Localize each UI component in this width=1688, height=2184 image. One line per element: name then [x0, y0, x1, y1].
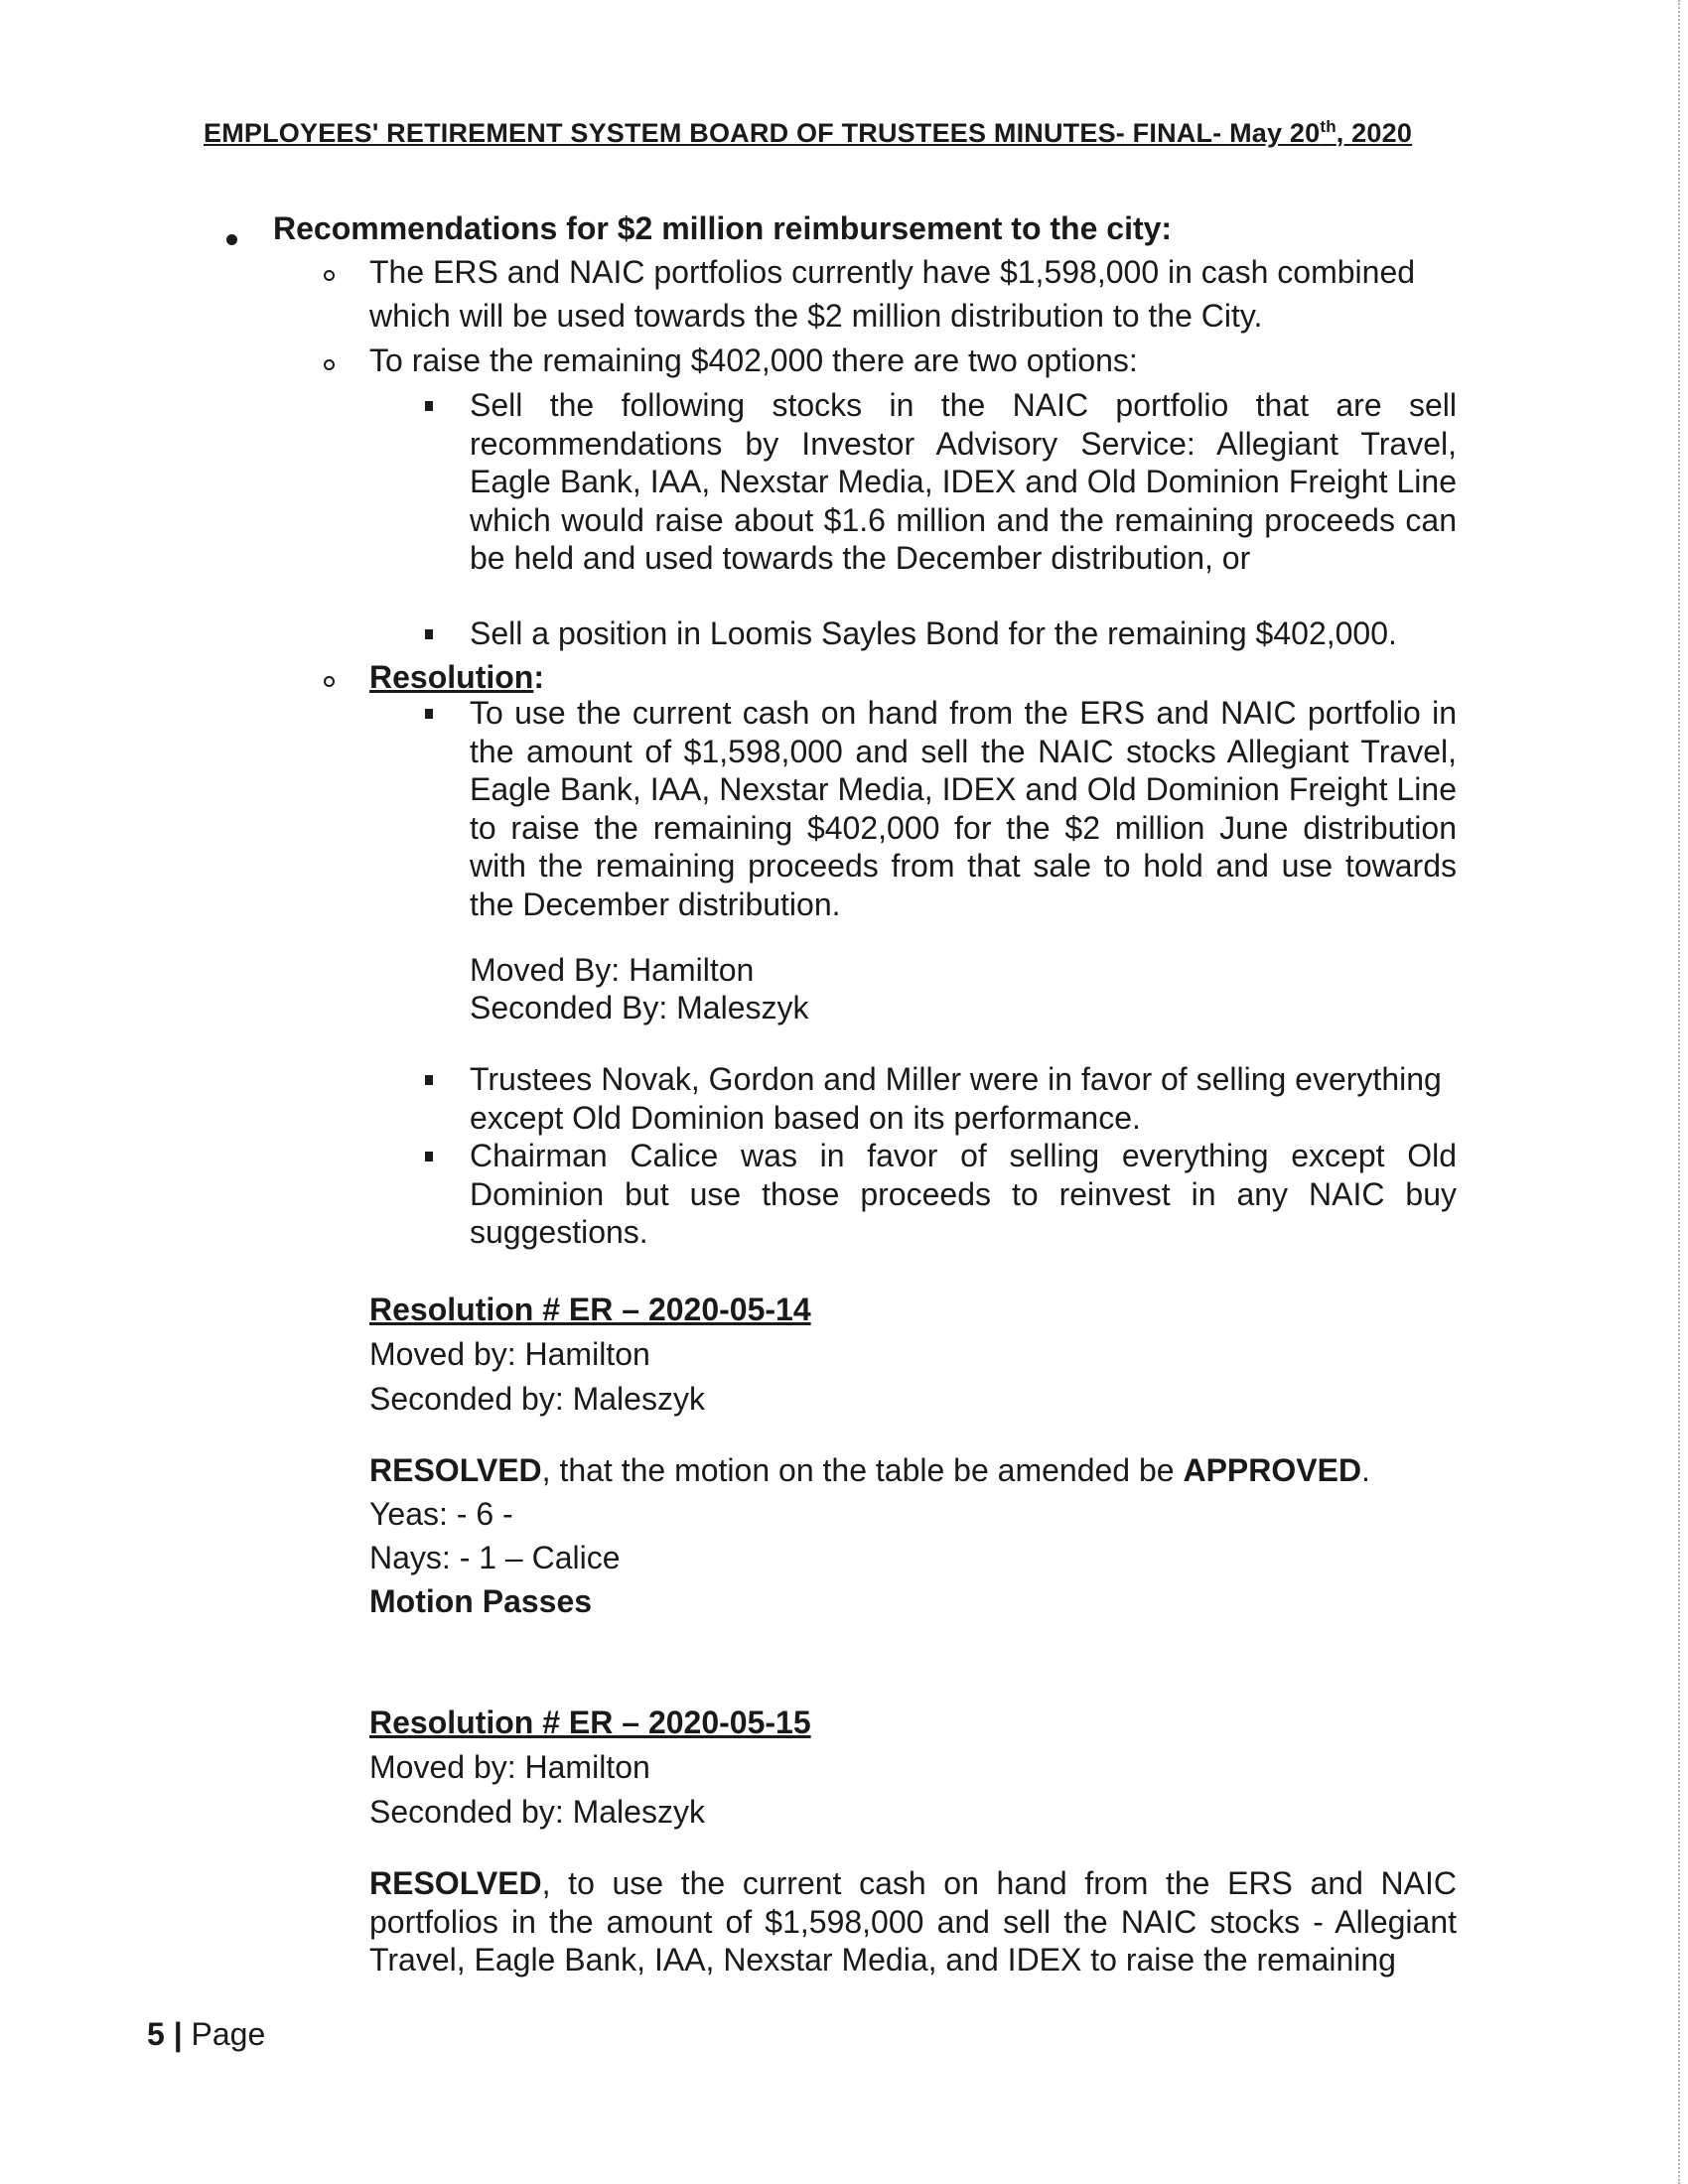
recommendation-item-2: To raise the remaining $402,000 there are two options:: [369, 342, 1138, 378]
bullet-circle: [324, 676, 335, 687]
trustees-note: Trustees Novak, Gordon and Miller were in favor of selling everything except Old Dominion based on its performance.: [470, 1061, 1442, 1136]
bullet-square: [425, 709, 433, 719]
resolution-15-resolved: [369, 1864, 1457, 1979]
resolution-14-yeas: Yeas: - 6 -: [369, 1496, 513, 1532]
bullet-square: [425, 629, 433, 639]
seconded-by: Seconded By: Maleszyk: [470, 990, 809, 1025]
option-2-text: Sell a position in Loomis Sayles Bond for the remaining $402,000.: [470, 615, 1397, 651]
bullet-disc: [226, 234, 237, 245]
bullet-circle: [324, 270, 335, 281]
resolution-14-moved-by: Moved by: Hamilton: [369, 1336, 650, 1372]
option-1-text: Sell the following stocks in the NAIC portfolio that are sell recommendations by Investor Advisory Service: Allegiant Travel, Eagle Bank, IAA, Nexstar Media, IDEX and Old Dominion Freight Line which would raise about $1.6 million and the remaining proceeds can be held and used towards the December distribution, or: [470, 387, 1457, 576]
resolution-14-outcome: Motion Passes: [369, 1583, 593, 1619]
resolved-text: , that the motion on the table be amended be: [541, 1452, 1184, 1488]
recommendations-heading: Recommendations for $2 million reimbursement to the city:: [273, 210, 1173, 246]
resolved-label: RESOLVED: [369, 1865, 542, 1901]
header-title: EMPLOYEES' RETIREMENT SYSTEM BOARD OF TRUSTEES MINUTES- FINAL- May 20: [204, 118, 1321, 148]
recommendation-item-1-line-1: The ERS and NAIC portfolios currently have $1,598,000 in cash combined: [369, 254, 1416, 290]
header-title-superscript: th: [1320, 117, 1336, 136]
resolution-14-title: Resolution # ER – 2020-05-14: [369, 1292, 811, 1327]
resolution-label-text: Resolution: [369, 659, 534, 695]
resolution-text: To use the current cash on hand from the ERS and NAIC portfolio in the amount of $1,598,000 and sell the NAIC stocks Allegiant Travel, Eagle Bank, IAA, Nexstar Media, IDEX and Old Dominion Freight Line to raise the remaining $402,000 for the $2 million June distribution with the remaining proceeds from that sale to hold and use towards the December distribution.: [470, 695, 1457, 922]
bullet-square: [425, 1075, 433, 1085]
resolved-text: , to use the current cash on hand from the ERS and NAIC portfolios in the amount of $1,598,000 and sell the NAIC stocks - Allegiant Travel, Eagle Bank, IAA, Nexstar Media, and IDEX to raise the remaining: [369, 1865, 1457, 1978]
resolved-label: RESOLVED: [369, 1452, 542, 1488]
resolution-14-resolved: [369, 1451, 1370, 1489]
document-header: [204, 117, 1412, 149]
bullet-square: [425, 401, 433, 411]
header-title-year: , 2020: [1336, 118, 1413, 148]
resolution-label-colon: :: [533, 659, 544, 695]
resolution-15-seconded-by: Seconded by: Maleszyk: [369, 1794, 705, 1830]
page-number: 5: [147, 2016, 165, 2052]
chairman-note: Chairman Calice was in favor of selling everything except Old Dominion but use those proceeds to reinvest in any NAIC buy suggestions.: [470, 1138, 1457, 1250]
page-edge-border: [1678, 0, 1682, 2184]
resolution-label: [369, 658, 544, 696]
recommendation-item-1-line-2: which will be used towards the $2 million distribution to the City.: [369, 298, 1263, 334]
bullet-square: [425, 1152, 433, 1161]
bullet-circle: [324, 359, 335, 370]
resolved-period: .: [1361, 1452, 1370, 1488]
page-footer: [147, 2015, 265, 2053]
approved-label: APPROVED: [1183, 1452, 1362, 1488]
resolution-15-moved-by: Moved by: Hamilton: [369, 1749, 650, 1785]
resolution-15-title: Resolution # ER – 2020-05-15: [369, 1705, 811, 1740]
moved-by: Moved By: Hamilton: [470, 952, 755, 988]
resolution-14-nays: Nays: - 1 – Calice: [369, 1540, 621, 1575]
resolution-14-seconded-by: Seconded by: Maleszyk: [369, 1381, 705, 1417]
page-separator: |: [173, 2016, 183, 2052]
page-label: Page: [191, 2016, 266, 2052]
